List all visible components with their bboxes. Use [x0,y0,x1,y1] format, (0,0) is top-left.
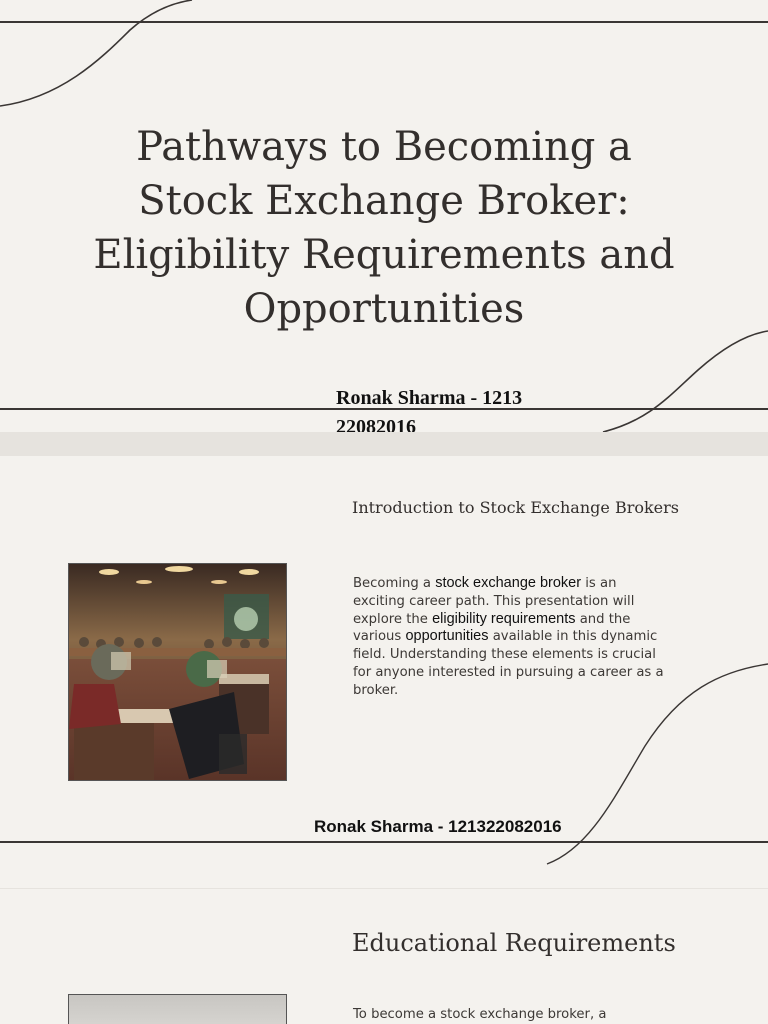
slide-heading: Introduction to Stock Exchange Brokers [352,498,679,517]
presentation-title: Pathways to Becoming a Stock Exchange Broker: Eligibility Requirements and Opportunities [93,124,675,332]
intro-slide [0,456,768,888]
education-image [68,994,287,1024]
education-slide [0,889,768,1024]
intro-paragraph [353,575,671,700]
body-text: is an exciting career path. This presentation will explore the [353,576,635,627]
bottom-rule [0,841,768,843]
author-name: Ronak Sharma - 121322082016 [314,817,562,836]
author-name: Ronak Sharma - 121322082016 [336,387,523,432]
slide-heading: Educational Requirements [352,929,676,957]
highlight-eligibility-requirements: eligibility requirements [432,610,576,627]
highlight-opportunities: opportunities [405,628,489,645]
body-text: Becoming a [353,576,436,591]
body-text: available in this dynamic field. Understanding these elements is crucial for anyone interested in pursuing a career as a broker. [353,629,664,698]
title-slide [0,0,768,432]
brokers-illustration-drawing [69,564,286,780]
highlight-stock-exchange-broker: stock exchange broker [435,575,582,591]
top-rule [0,21,768,23]
education-paragraph: To become a stock exchange broker, a [353,1007,607,1022]
body-text: and the various [353,611,631,645]
brokers-illustration [68,563,287,781]
